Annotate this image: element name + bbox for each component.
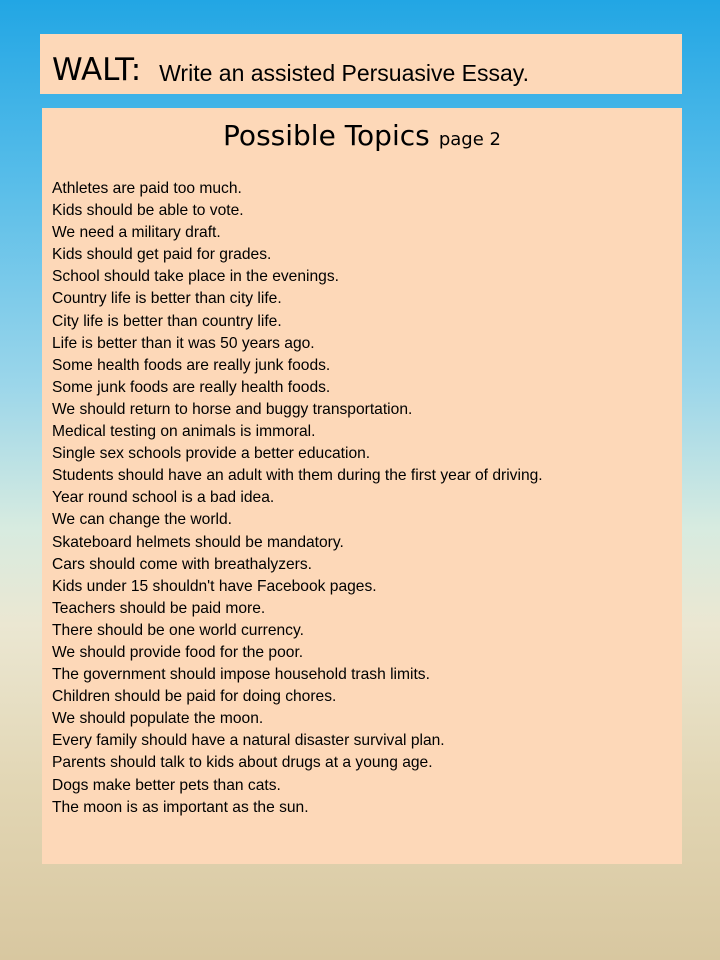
- topic-item: Year round school is a bad idea.: [52, 489, 275, 507]
- topic-item: There should be one world currency.: [52, 621, 304, 639]
- topic-item: Every family should have a natural disaster survival plan.: [52, 732, 445, 750]
- topic-item: Country life is better than city life.: [52, 290, 282, 308]
- topics-panel: [42, 108, 682, 864]
- topic-item: The moon is as important as the sun.: [52, 798, 309, 816]
- topic-item: Single sex schools provide a better education.: [52, 445, 371, 463]
- topic-item: Kids should be able to vote.: [52, 202, 244, 220]
- topic-item: City life is better than country life.: [52, 312, 282, 330]
- topic-item: Kids under 15 shouldn't have Facebook pages.: [52, 577, 377, 595]
- topic-item: We should populate the moon.: [52, 710, 264, 728]
- topic-item: School should take place in the evenings.: [52, 268, 339, 286]
- topic-list: [52, 178, 682, 819]
- page-title: [42, 119, 682, 166]
- topic-item: Life is better than it was 50 years ago.: [52, 334, 315, 352]
- topic-item: We should provide food for the poor.: [52, 643, 304, 661]
- topic-item: Parents should talk to kids about drugs at a young age.: [52, 754, 433, 772]
- topic-item: We need a military draft.: [52, 224, 221, 242]
- topic-item: We can change the world.: [52, 511, 233, 529]
- title-banner: [40, 34, 682, 94]
- topic-item: Skateboard helmets should be mandatory.: [52, 533, 344, 551]
- topic-item: Students should have an adult with them during the first year of driving.: [52, 467, 543, 485]
- topic-item: Kids should get paid for grades.: [52, 246, 272, 264]
- topic-item: Teachers should be paid more.: [52, 599, 266, 617]
- walt-objective: Write an assisted Persuasive Essay.: [159, 60, 529, 86]
- topic-item: Athletes are paid too much.: [52, 180, 242, 197]
- topic-item: The government should impose household trash limits.: [52, 666, 430, 684]
- heading-page-number: page 2: [438, 129, 501, 150]
- heading-main: Possible Topics: [223, 119, 430, 152]
- topic-item: Medical testing on animals is immoral.: [52, 423, 316, 441]
- topic-item: Some junk foods are really health foods.: [52, 378, 331, 396]
- topic-item: We should return to horse and buggy transportation.: [52, 400, 413, 418]
- topic-item: Some health foods are really junk foods.: [52, 356, 331, 374]
- topic-item: Children should be paid for doing chores.: [52, 688, 337, 706]
- walt-label: WALT:: [52, 52, 142, 88]
- topic-item: Cars should come with breathalyzers.: [52, 555, 313, 573]
- topic-item: Dogs make better pets than cats.: [52, 776, 281, 794]
